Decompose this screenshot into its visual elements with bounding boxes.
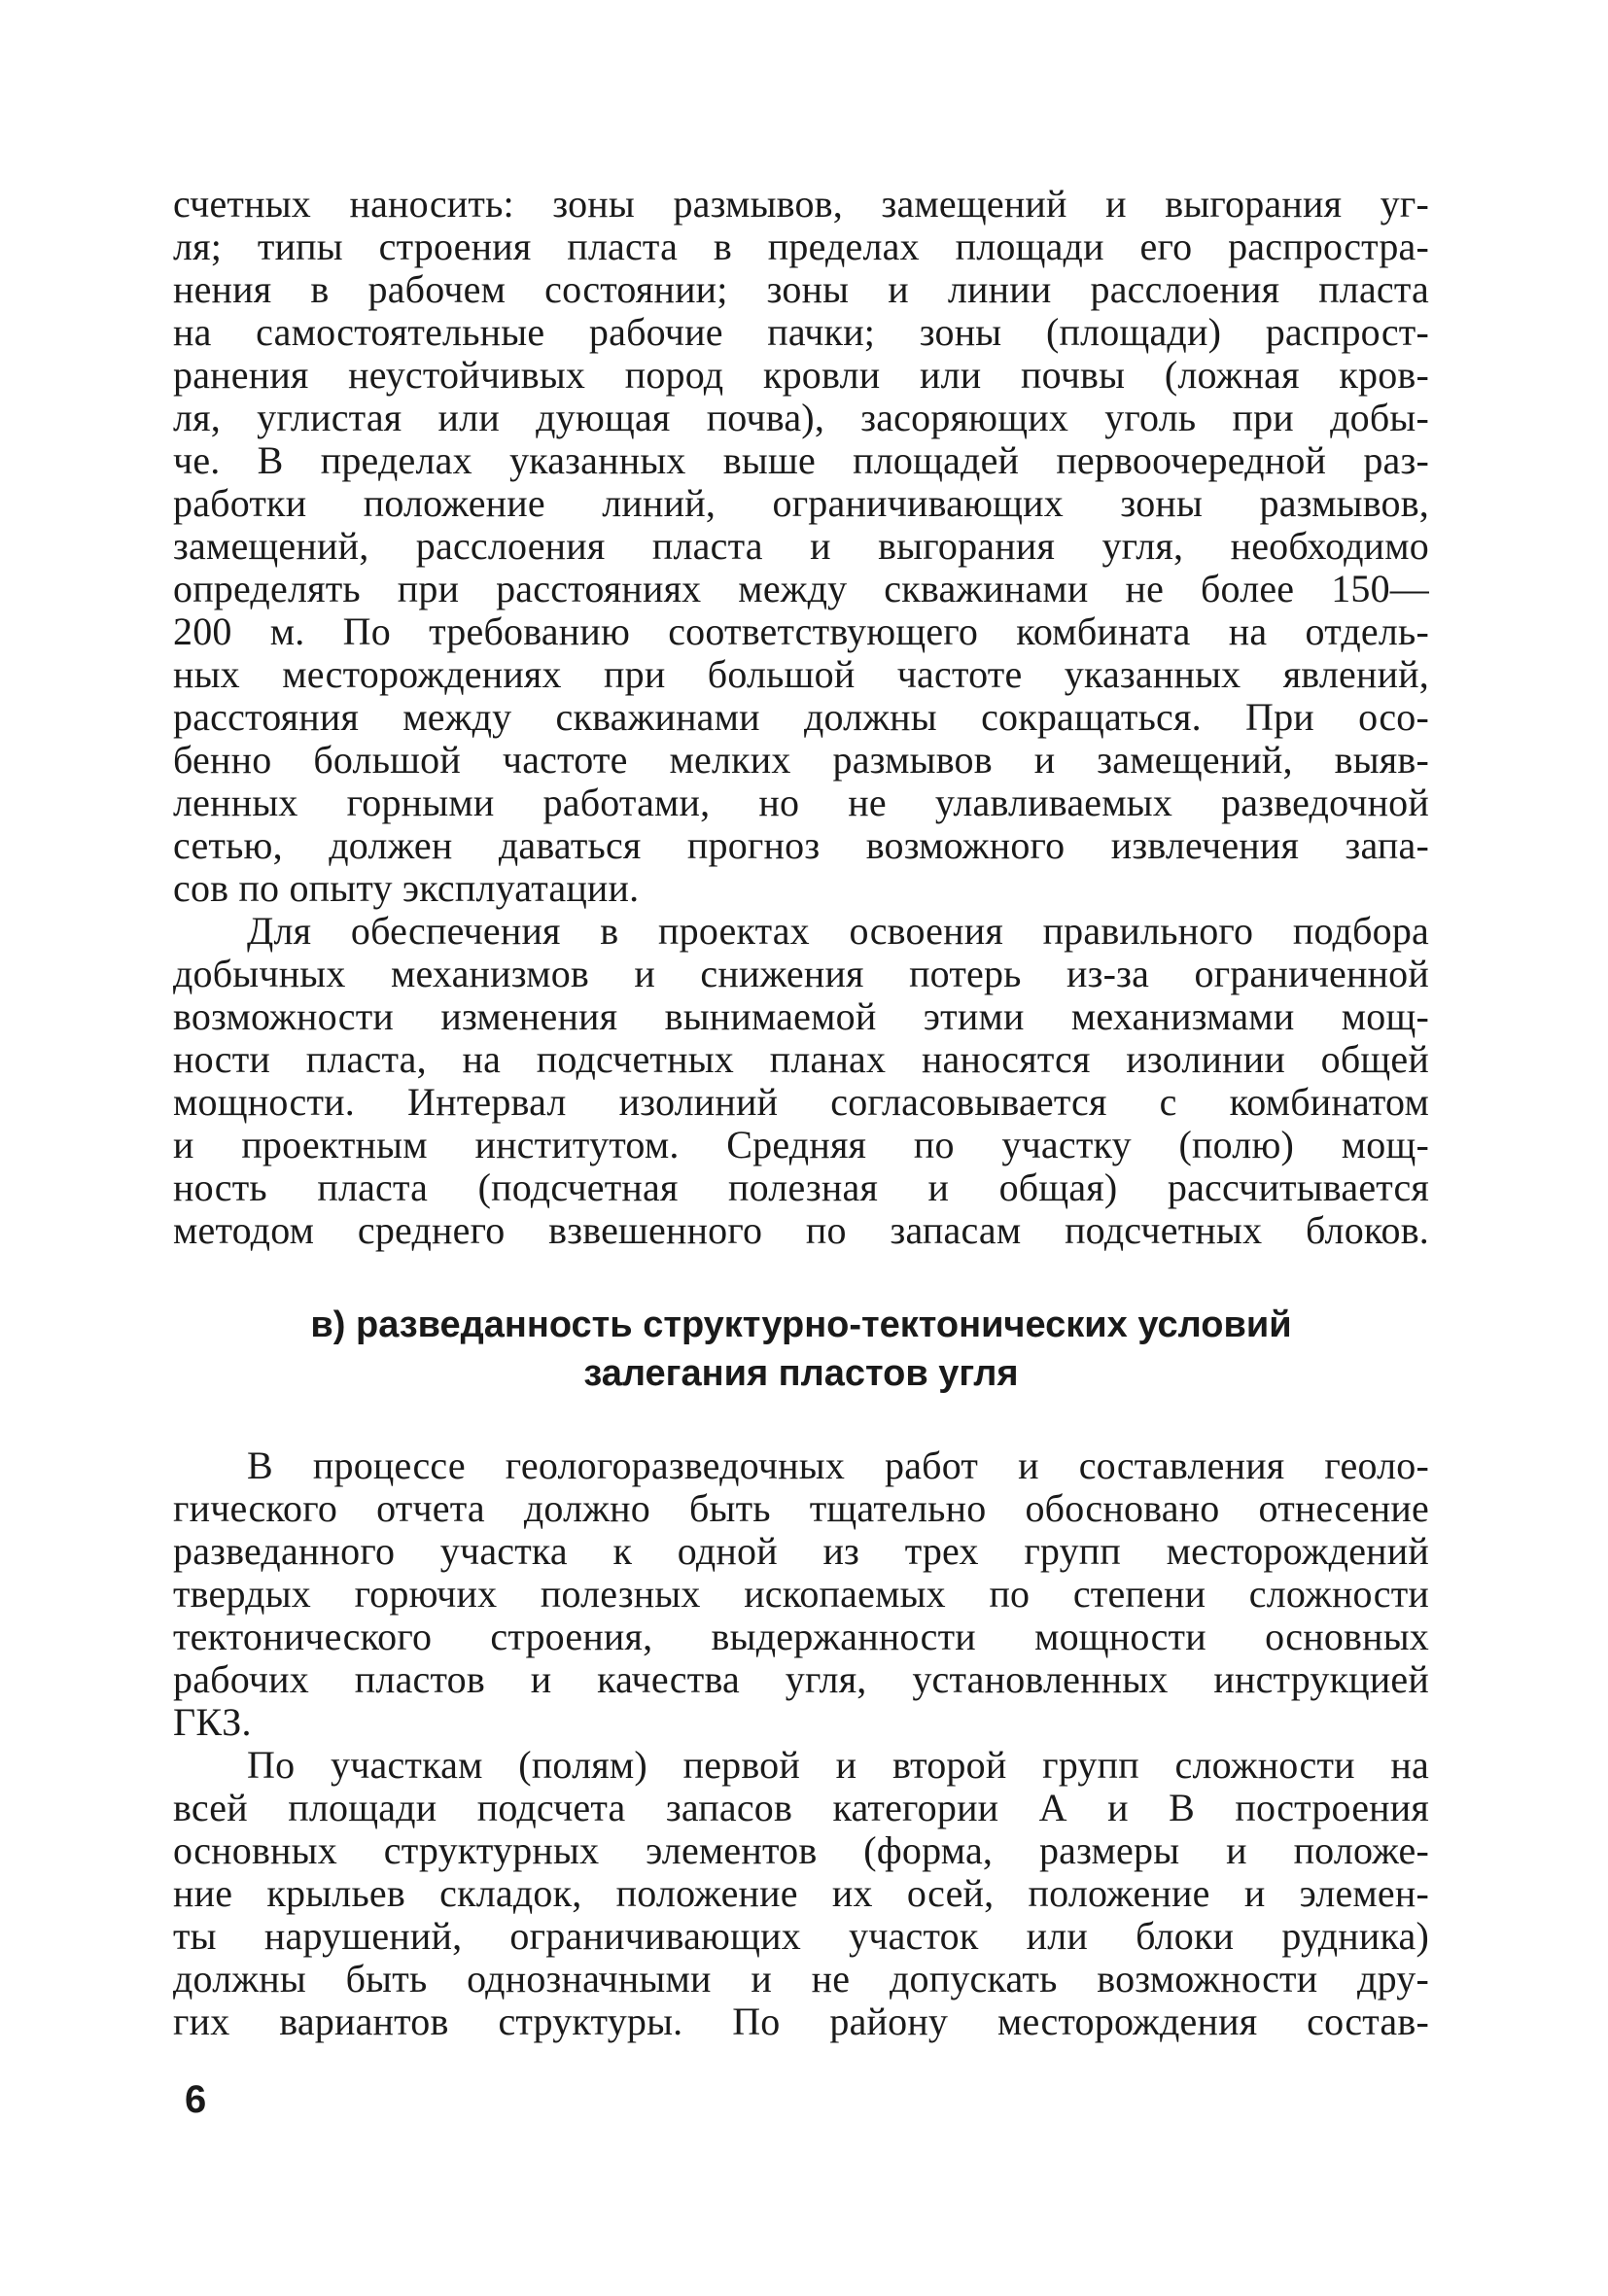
text-line: ности пласта, на подсчетных планах наносятся изолинии общей — [173, 1037, 1429, 1081]
paragraph-3 — [173, 1444, 1429, 1744]
text-line: тектонического строения, выдержанности мощности основных — [173, 1615, 1429, 1658]
section-heading-line-2: залегания пластов угля — [583, 1353, 1019, 1394]
text-line: сетью, должен даваться прогноз возможного извлечения запа- — [173, 823, 1429, 867]
text-line: на самостоятельные рабочие пачки; зоны (площади) распрост- — [173, 310, 1429, 354]
section-heading — [173, 1301, 1429, 1398]
paragraph-1 — [173, 183, 1429, 910]
text-line: добычных механизмов и снижения потерь из-за ограниченной — [173, 952, 1429, 995]
text-line: ля, углистая или дующая почва), засоряющих уголь при добы- — [173, 396, 1429, 439]
text-line: замещений, расслоения пласта и выгорания угля, необходимо — [173, 524, 1429, 568]
paragraph-2 — [173, 910, 1429, 1252]
text-line: ние крыльев складок, положение их осей, положение и элемен- — [173, 1871, 1429, 1915]
text-line: и проектным институтом. Средняя по участку (полю) мощ- — [173, 1123, 1429, 1166]
text-line: твердых горючих полезных ископаемых по степени сложности — [173, 1572, 1429, 1616]
text-line: определять при расстояниях между скважинами не более 150— — [173, 567, 1429, 610]
text-line: ГКЗ. — [173, 1700, 252, 1744]
page-body — [173, 183, 1429, 2043]
text-line: ля; типы строения пласта в пределах площади его распростра- — [173, 225, 1429, 268]
text-line: В процессе геологоразведочных работ и составления геоло- — [247, 1444, 1429, 1487]
text-line: Для обеспечения в проектах освоения правильного подбора — [247, 909, 1429, 953]
text-line: счетных наносить: зоны размывов, замещений и выгорания уг- — [173, 182, 1429, 226]
text-line: всей площади подсчета запасов категории А и В построения — [173, 1786, 1429, 1829]
text-line: По участкам (полям) первой и второй групп сложности на — [247, 1743, 1429, 1787]
page-number: 6 — [185, 2078, 207, 2121]
text-line: рабочих пластов и качества угля, установленных инструкцией — [173, 1657, 1429, 1701]
text-line: ленных горными работами, но не улавливаемых разведочной — [173, 781, 1429, 824]
text-line: нения в рабочем состоянии; зоны и линии расслоения пласта — [173, 267, 1429, 311]
paragraph-4 — [173, 1744, 1429, 2043]
text-line: ных месторождениях при большой частоте указанных явлений, — [173, 652, 1429, 696]
text-line: мощности. Интервал изолиний согласовывается с комбинатом — [173, 1080, 1429, 1124]
text-line: гих вариантов структуры. По району месторождения состав- — [173, 2000, 1429, 2043]
text-line: 200 м. По требованию соответствующего комбината на отдель- — [173, 609, 1429, 653]
text-line: ность пласта (подсчетная полезная и общая) рассчитывается — [173, 1165, 1429, 1209]
text-line: основных структурных элементов (форма, размеры и положе- — [173, 1828, 1429, 1872]
text-line: расстояния между скважинами должны сокращаться. При осо- — [173, 695, 1429, 739]
text-line: методом среднего взвешенного по запасам подсчетных блоков. — [173, 1208, 1429, 1252]
text-line: должны быть однозначными и не допускать возможности дру- — [173, 1957, 1429, 2000]
text-line: ранения неустойчивых пород кровли или почвы (ложная кров- — [173, 353, 1429, 397]
text-line: работки положение линий, ограничивающих зоны размывов, — [173, 481, 1429, 525]
section-heading-line-1: в) разведанность структурно-тектонических условий — [310, 1305, 1292, 1345]
text-line: сов по опыту эксплуатации. — [173, 866, 640, 910]
text-line: гического отчета должно быть тщательно обосновано отнесение — [173, 1486, 1429, 1530]
text-line: разведанного участка к одной из трех групп месторождений — [173, 1529, 1429, 1573]
text-line: возможности изменения вынимаемой этими механизмами мощ- — [173, 994, 1429, 1038]
text-line: че. В пределах указанных выше площадей первоочередной раз- — [173, 438, 1429, 482]
text-line: ты нарушений, ограничивающих участок или блоки рудника) — [173, 1914, 1429, 1958]
text-line: бенно большой частоте мелких размывов и замещений, выяв- — [173, 738, 1429, 782]
